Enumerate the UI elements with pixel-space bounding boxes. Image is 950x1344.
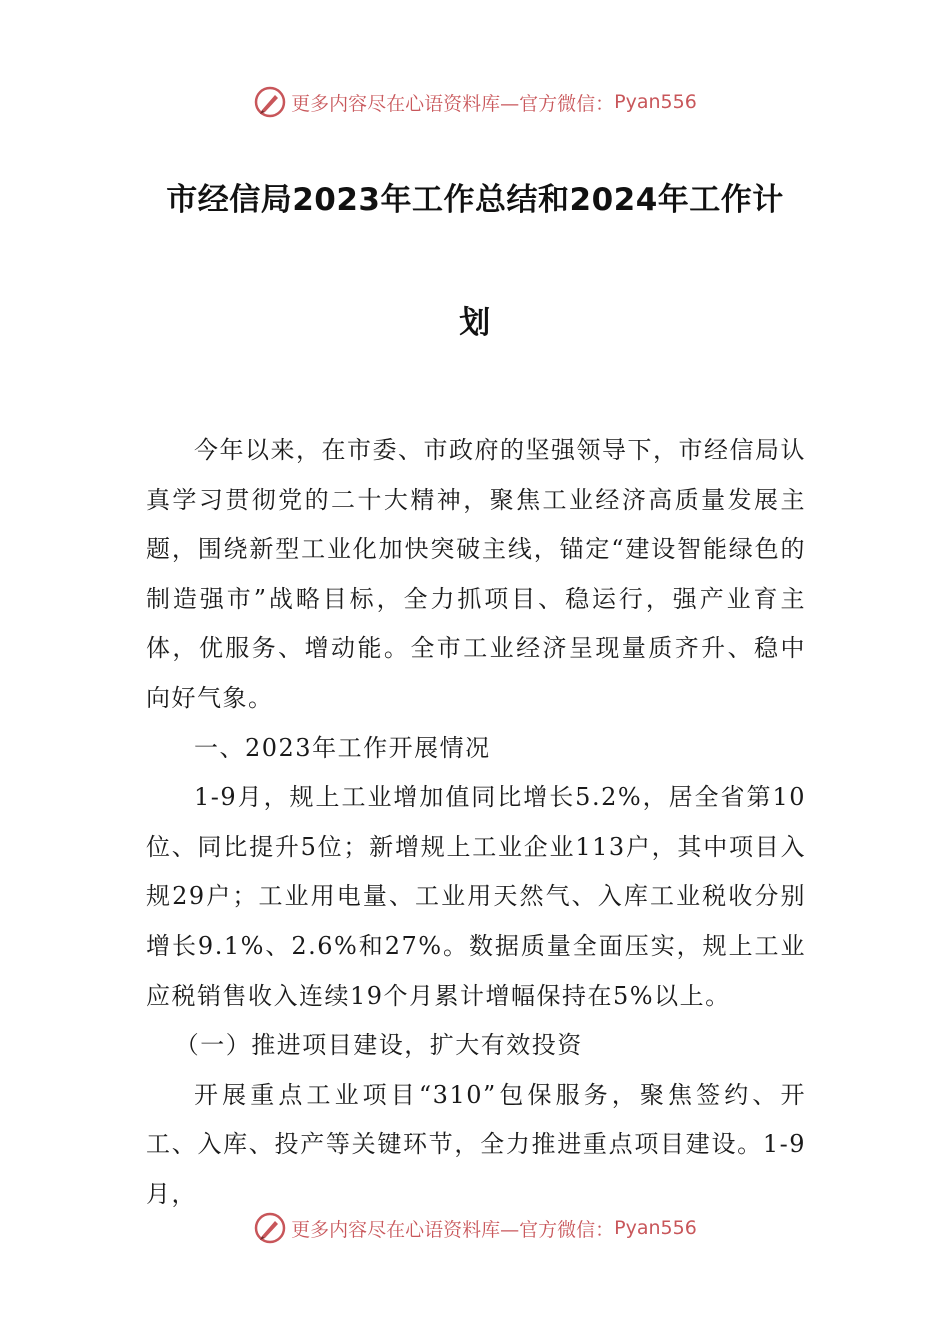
footer-banner [0,1208,950,1248]
header-banner [0,82,950,122]
wechat-id: Pyan556 [614,1217,697,1239]
subsection-heading: （一）推进项目建设，扩大有效投资 [174,1031,583,1060]
pen-logo-icon [253,85,287,119]
section-heading: 一、2023年工作开展情况 [194,733,491,762]
intro-paragraph: 今年以来，在市委、市政府的坚强领导下，市经信局认真学习贯彻党的二十大精神，聚焦工业经济高质量发展主题，围绕新型工业化加快突破主线，锚定“建设智能绿色的制造强市”战略目标，全力抓项目、稳运行，强产业育主体，优服务、增动能。全市工业经济呈现量质齐升、稳中向好气象。 [146,436,806,712]
banner-text: 更多内容尽在心语资料库—官方微信： [291,1218,615,1241]
project-paragraph: 开展重点工业项目“310”包保服务，聚焦签约、开工、入库、投产等关键环节，全力推进重点项目建设。1-9月， [146,1080,806,1208]
document-title-line-1: 市经信局2023年工作总结和2024年工作计 [166,182,784,218]
pen-logo-icon [253,1211,287,1245]
banner-text: 更多内容尽在心语资料库—官方微信： [291,92,615,115]
stats-paragraph: 1-9月，规上工业增加值同比增长5.2%，居全省第10位、同比提升5位；新增规上工业企业113户，其中项目入规29户；工业用电量、工业用天然气、入库工业税收分别增长9.1%、2.6%和27%。数据质量全面压实，规上工业应税销售收入连续19个月累计增幅保持在5%以上。 [146,783,806,1010]
document-body [146,426,806,1220]
wechat-id: Pyan556 [614,91,697,113]
document-title-line-2: 划 [459,305,491,341]
